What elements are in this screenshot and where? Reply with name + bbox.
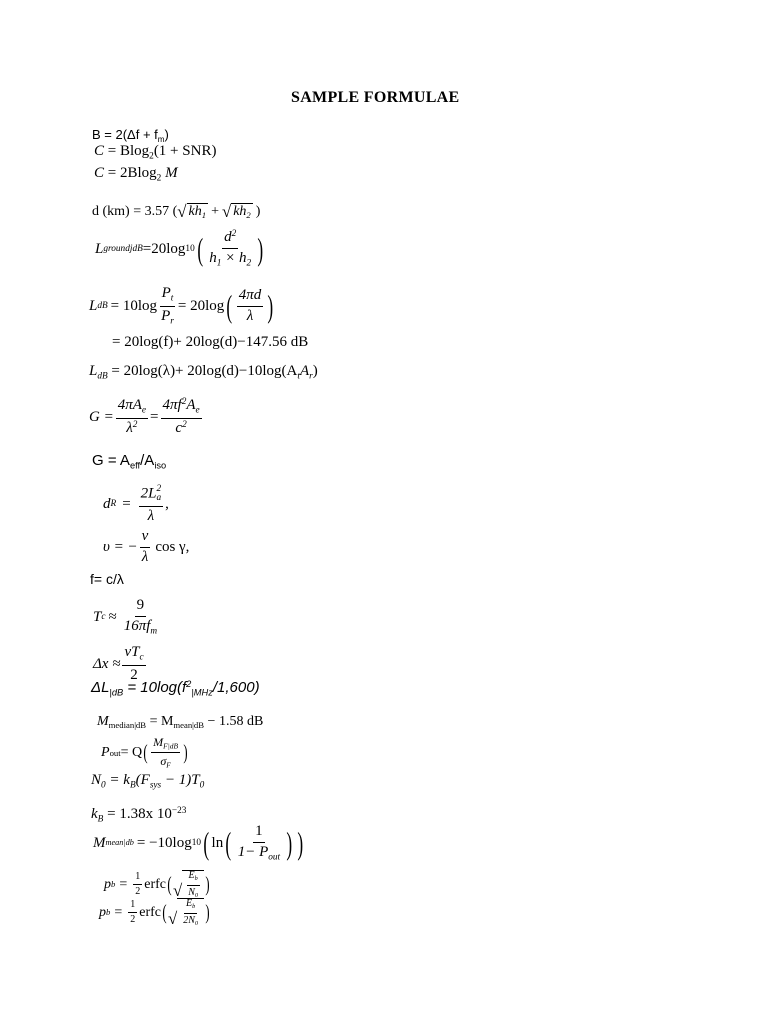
dr-num: 2L — [140, 485, 157, 502]
pout-den-sub: F — [166, 760, 171, 770]
pb1-erfc: erfc — [144, 876, 167, 892]
horizon-close: ) — [255, 203, 261, 219]
tc-approx: ≈ — [108, 608, 117, 625]
dx-num: νT — [124, 644, 140, 660]
tc-lhs: T — [93, 608, 102, 625]
dx-den: 2 — [130, 667, 138, 683]
capacity2-lhs: C — [94, 165, 105, 181]
capacity2-base: 2 — [156, 173, 162, 184]
capacity2-tail: M — [165, 165, 178, 181]
n0-mid: (F — [135, 772, 150, 788]
ldb-eq2: = 20log — [177, 298, 225, 314]
mmed-tail: − 1.58 dB — [204, 714, 264, 729]
horizon-lhs: d (km) = 3.57 ( — [92, 203, 178, 219]
kb-sup: −23 — [171, 806, 187, 816]
pb2-half-num: 1 — [128, 900, 137, 914]
gain-num2-sub: e — [195, 405, 200, 416]
ground-num: d — [224, 229, 232, 246]
ground-loss-formula: L groundjdB =20log 10 ( $\frac{d^2}{h_1 \times h_2}$ ) — [95, 229, 264, 269]
path-loss-expansion: = 20log(f)+ 20log(d)−147.56 dB — [112, 334, 309, 350]
mmean-den: 1− P — [237, 843, 269, 860]
ldb-pr: P — [161, 308, 171, 324]
mmean-den-sub: out — [268, 852, 281, 862]
dx-lhs: Δx ≈ — [93, 655, 121, 672]
gain-fraction-1 — [116, 398, 148, 437]
dr-lhs: d — [103, 496, 111, 513]
boltzmann-constant — [91, 807, 186, 825]
bit-error-formula-2: p b = $\frac{1}{2}$ erfc ( √ $\frac{E_b}{2N_0}$ ) — [99, 898, 210, 928]
capacity-formula-2 — [94, 166, 178, 184]
ldb2-a: A — [299, 363, 310, 379]
ground-fraction: $\frac{d^2}{h_1 \times h_2}$ — [209, 229, 252, 269]
ups-tail: cos γ, — [155, 538, 190, 555]
pout-lhs: P — [101, 744, 110, 760]
dr-den: λ — [147, 507, 155, 524]
horizon-sqrt-2: √ $kh_2$ — [221, 201, 251, 221]
bandwidth-text: B = 2(Δf + f — [92, 127, 158, 142]
dr-eq: = — [122, 496, 131, 513]
ups-den: λ — [141, 548, 149, 565]
pb2-sub: b — [106, 907, 111, 918]
ups-num: ν — [140, 529, 151, 548]
gain-fraction-2 — [161, 398, 202, 437]
pb2-num: E — [186, 898, 193, 909]
pout-den: σ — [160, 754, 167, 769]
pb1-eq: = — [119, 876, 128, 892]
ldb-pt: P — [161, 285, 171, 301]
ldb-den: λ — [246, 308, 254, 324]
tc-den-sub: m — [150, 626, 158, 636]
mmean-base: 10 — [191, 837, 202, 848]
ldb-distance-fraction — [237, 288, 264, 325]
mmed-lhs: M — [97, 714, 109, 729]
horizon-kh2: kh — [233, 204, 247, 219]
dr-tail: , — [165, 496, 169, 513]
dx-num-sub: c — [139, 652, 144, 663]
ldb2-eq: = 20log(λ)+ 20log(d)−10log(A — [111, 363, 298, 379]
ldb2-ar: r — [309, 371, 313, 382]
path-loss-aperture-formula — [89, 364, 318, 382]
tc-den: 16πf — [123, 617, 151, 634]
ldb-sub: dB — [97, 300, 108, 311]
pb2-half-den: 2 — [130, 914, 136, 926]
bit-error-formula-1: p b = $\frac{1}{2}$ erfc ( √ $\frac{E_b}{N_0}$ ) — [104, 870, 210, 900]
gain-den1: λ — [126, 420, 133, 437]
pb1-num: E — [188, 870, 195, 881]
ldb-pt-sub: t — [170, 293, 174, 304]
n0-sub2: B — [129, 780, 136, 791]
pb1-den-sub: 0 — [194, 891, 198, 899]
doppler-formula — [103, 529, 189, 566]
noise-power-formula — [91, 773, 204, 791]
dl-sub2: |MHz — [191, 687, 213, 698]
horizon-formula — [92, 203, 260, 221]
dr-num-sub: a — [156, 493, 162, 504]
gain-den2-sup: 2 — [182, 420, 187, 431]
ldb-eq1: = 10log — [110, 298, 158, 314]
pb2-sqrt: √ $\frac{E_b}{2N_0}$ — [168, 898, 204, 927]
pb1-sub: b — [111, 879, 116, 890]
ldb2-at: t — [297, 371, 300, 382]
tc-fraction — [122, 598, 159, 637]
pb2-erfc: erfc — [139, 904, 162, 920]
pout-num-sub: F|dB — [163, 741, 179, 751]
ground-den-times: × — [225, 249, 236, 266]
dl-sup: 2 — [186, 679, 192, 689]
tc-num: 9 — [135, 598, 147, 617]
mmean-num: 1 — [253, 824, 265, 843]
ldb-pr-sub: r — [170, 316, 174, 327]
horizon-plus: + — [211, 203, 219, 219]
n0-lhs: N — [91, 772, 102, 788]
pb2-eq: = — [114, 904, 123, 920]
ground-den-h2: h — [239, 249, 247, 266]
dr-sub: R — [110, 499, 117, 510]
gain-num1-sub: e — [141, 405, 147, 416]
n0-sub3: sys — [149, 780, 162, 791]
pb1-den: N — [188, 886, 195, 898]
dl-tail: /1,600) — [212, 679, 260, 697]
bandwidth-formula — [92, 128, 169, 144]
pb1-lhs: p — [104, 876, 111, 892]
mmed-eq: = M — [146, 714, 174, 729]
gain-den1-sup: 2 — [132, 420, 138, 431]
pout-fraction — [151, 736, 180, 770]
gain-num2: 4πf — [162, 397, 182, 414]
path-loss-formula: L dB = 10log $\frac{P_t}{P_r}$ = 20log ( $\frac{4\pi d}{\lambda}$ ) — [89, 285, 274, 327]
capacity1-base: 2 — [149, 151, 154, 162]
capacity-formula-1 — [94, 144, 216, 162]
gain-lhs: G = — [89, 408, 114, 425]
mmean-fraction — [236, 824, 282, 863]
tc-sub: c — [101, 611, 106, 622]
ground-den-h1: h — [209, 249, 217, 266]
coherence-distance-formula — [93, 645, 148, 684]
pb2-half — [128, 900, 137, 926]
capacity1-tail: (1 + SNR) — [153, 143, 217, 159]
n0-eq: = k — [105, 772, 130, 788]
rayleigh-distance-formula — [103, 485, 169, 524]
gain-den2: c — [175, 420, 183, 437]
mmean-lhs: M — [93, 834, 106, 851]
ground-base: 10 — [185, 243, 195, 254]
capacity1-lhs: C — [94, 143, 105, 159]
mmean-ln: ln — [211, 834, 224, 851]
dl-sub: |dB — [109, 687, 124, 698]
gain2-slash: /A — [140, 452, 155, 469]
pb1-half-num: 1 — [133, 872, 142, 886]
ldb2-sub: dB — [97, 371, 108, 382]
pb1-num-sub: b — [194, 875, 198, 883]
bandwidth-close: ) — [164, 127, 169, 142]
pout-num: M — [153, 735, 164, 749]
capacity1-rhs: = Blog — [107, 143, 150, 159]
gain-formula — [89, 398, 204, 437]
pout-sub: out — [109, 747, 121, 758]
ups-lhs: υ = − — [103, 538, 138, 555]
outage-probability-formula: P out = Q ( $\frac{M_{F|dB}}{\sigma_F}$ ) — [101, 735, 188, 770]
gain2-sub1: eff — [129, 460, 141, 471]
gain2-sub2: iso — [154, 460, 167, 471]
ldb-lhs: L — [89, 298, 98, 314]
gain2-text: G = A — [92, 452, 130, 469]
ground-num-sup: 2 — [231, 229, 237, 239]
vegetation-loss-formula — [91, 680, 260, 698]
ground-sub: groundjdB — [103, 243, 143, 254]
pb1-sqrt: √ $\frac{E_b}{N_0}$ — [173, 870, 204, 899]
gain-eq: = — [150, 408, 159, 425]
pb1-half — [133, 872, 142, 898]
capacity2-rhs: = 2Blog — [107, 165, 157, 181]
median-margin-formula — [97, 715, 263, 730]
gain-num2-tail: A — [186, 397, 196, 414]
dx-fraction — [122, 645, 145, 684]
ldb2-close: ) — [312, 363, 318, 379]
mmean-sub: mean|db — [105, 838, 134, 848]
ldb-power-fraction — [159, 286, 176, 327]
horizon-kh1: kh — [188, 204, 202, 219]
horizon-sqrt-1: √ $kh_1$ — [177, 201, 207, 221]
ground-lhs: L — [95, 240, 104, 257]
mmean-eq: = −10log — [136, 834, 192, 851]
gain-num1: 4πA — [117, 397, 142, 414]
mmed-sub: median|dB — [108, 720, 147, 731]
dl-eq: = 10log(f — [123, 679, 187, 697]
ground-eq: =20log — [142, 240, 186, 257]
n0-tail: − 1)T — [161, 772, 200, 788]
bandwidth-sub: m — [157, 134, 165, 144]
pb1-half-den: 2 — [135, 886, 141, 898]
frequency-formula: f= c/λ — [90, 571, 124, 587]
gain-aperture-formula — [92, 453, 166, 471]
ldb-num: 4πd — [237, 288, 264, 307]
n0-sub: 0 — [101, 780, 106, 791]
mmed-sub2: mean|dB — [173, 720, 205, 731]
pb2-lhs: p — [99, 904, 106, 920]
gain-num2-sup: 2 — [181, 397, 187, 407]
pb2-den: 2N — [183, 914, 195, 926]
page-title: SAMPLE FORMULAE — [291, 89, 460, 106]
coherence-time-formula — [93, 598, 161, 637]
kb-eq: = 1.38x 10 — [103, 806, 172, 823]
kb-sub: B — [97, 814, 104, 825]
pout-eq: = Q — [120, 744, 143, 760]
dr-num-sup: 2 — [156, 484, 162, 494]
dl-lhs: ΔL — [91, 679, 110, 697]
pb2-den-sub: 0 — [194, 919, 198, 927]
kb-lhs: k — [91, 806, 98, 823]
ldb2-lhs: L — [89, 363, 98, 379]
n0-sub4: 0 — [199, 780, 205, 791]
ups-fraction — [140, 529, 151, 566]
pb2-num-sub: b — [192, 903, 196, 911]
mean-margin-formula: M mean|db = −10log 10 ( ln ( $\frac{1}{1- P_{out}}$ ) ) — [93, 823, 303, 862]
dr-fraction — [139, 485, 164, 524]
